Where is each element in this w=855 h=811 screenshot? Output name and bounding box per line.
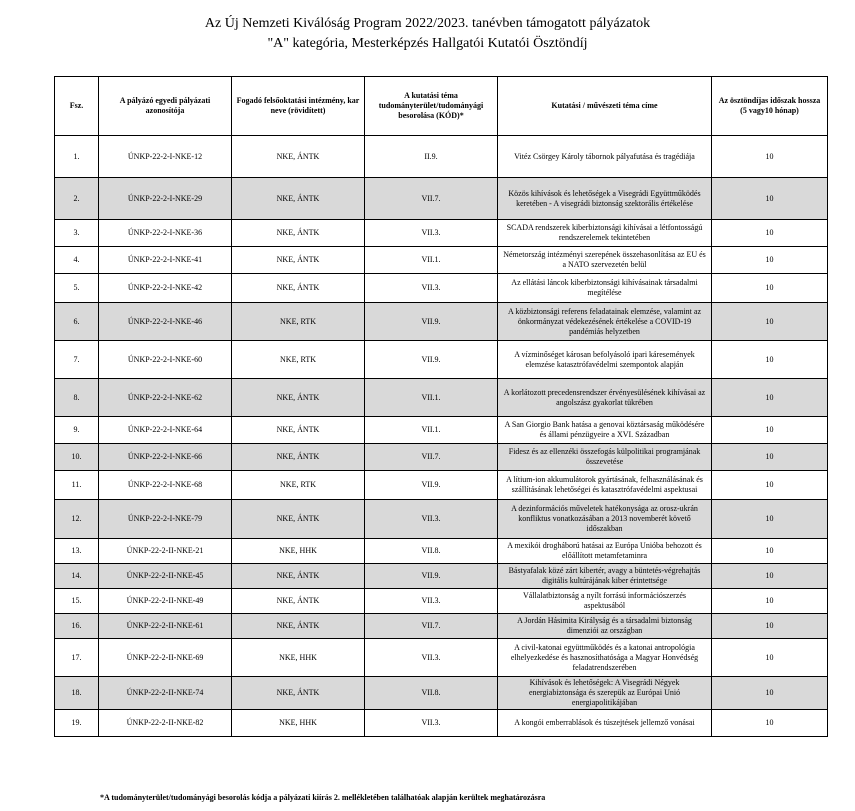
- table-row: [55, 341, 828, 379]
- table-row: [55, 471, 828, 500]
- topic-title-cell: A dezinformációs műveletek hatékonysága az orosz-ukrán konfliktus vonatkozásában a 2013 novemberét követő időszakban: [498, 500, 712, 539]
- field-code-cell: VII.9.: [365, 341, 498, 379]
- application-id-cell: ÚNKP-22-2-I-NKE-12: [99, 136, 232, 178]
- row-number-cell: 9.: [55, 417, 99, 444]
- table-row: [55, 247, 828, 274]
- row-number-cell: 4.: [55, 247, 99, 274]
- institution-cell: NKE, ÁNTK: [232, 677, 365, 710]
- topic-title-cell: Bástyafalak közé zárt kibertér, avagy a büntetés-végrehajtás digitális kultúrájának kiber érintettsége: [498, 564, 712, 589]
- duration-cell: 10: [712, 677, 828, 710]
- field-code-cell: VII.3.: [365, 274, 498, 303]
- topic-title-cell: A mexikói drogháború hatásai az Európa Unióba behozott és előállított metamfetaminra: [498, 539, 712, 564]
- field-code-cell: VII.1.: [365, 379, 498, 417]
- table-row: [55, 303, 828, 341]
- field-code-cell: VII.3.: [365, 639, 498, 677]
- row-number-cell: 8.: [55, 379, 99, 417]
- row-number-cell: 12.: [55, 500, 99, 539]
- header-topic-title: Kutatási / művészeti téma címe: [498, 77, 712, 136]
- field-code-cell: VII.9.: [365, 303, 498, 341]
- topic-title-cell: Vállalatbiztonság a nyílt forrású információszerzés aspektusából: [498, 589, 712, 614]
- duration-cell: 10: [712, 639, 828, 677]
- duration-cell: 10: [712, 471, 828, 500]
- application-id-cell: ÚNKP-22-2-I-NKE-62: [99, 379, 232, 417]
- application-id-cell: ÚNKP-22-2-I-NKE-60: [99, 341, 232, 379]
- field-code-cell: VII.7.: [365, 178, 498, 220]
- header-field-code: A kutatási téma tudományterület/tudományági besorolása (KÓD)*: [365, 77, 498, 136]
- table-row: [55, 564, 828, 589]
- application-id-cell: ÚNKP-22-2-II-NKE-82: [99, 710, 232, 737]
- table-row: [55, 614, 828, 639]
- row-number-cell: 14.: [55, 564, 99, 589]
- institution-cell: NKE, ÁNTK: [232, 564, 365, 589]
- row-number-cell: 17.: [55, 639, 99, 677]
- field-code-cell: VII.8.: [365, 539, 498, 564]
- row-number-cell: 3.: [55, 220, 99, 247]
- application-id-cell: ÚNKP-22-2-II-NKE-21: [99, 539, 232, 564]
- table-row: [55, 539, 828, 564]
- row-number-cell: 1.: [55, 136, 99, 178]
- row-number-cell: 13.: [55, 539, 99, 564]
- field-code-cell: VII.1.: [365, 417, 498, 444]
- field-code-cell: II.9.: [365, 136, 498, 178]
- row-number-cell: 11.: [55, 471, 99, 500]
- application-id-cell: ÚNKP-22-2-I-NKE-36: [99, 220, 232, 247]
- application-id-cell: ÚNKP-22-2-I-NKE-79: [99, 500, 232, 539]
- document-subtitle: "A" kategória, Mesterképzés Hallgatói Kutatói Ösztöndíj: [267, 36, 588, 51]
- field-code-cell: VII.1.: [365, 247, 498, 274]
- duration-cell: 10: [712, 379, 828, 417]
- institution-cell: NKE, ÁNTK: [232, 178, 365, 220]
- topic-title-cell: A San Giorgio Bank hatása a genovai köztársaság működésére és állami pénzügyeire a XVI. Században: [498, 417, 712, 444]
- duration-cell: 10: [712, 500, 828, 539]
- topic-title-cell: A közbiztonsági referens feladatainak elemzése, valamint az önkormányzat védekezésének értékelése a COVID-19 pandémiás helyzetben: [498, 303, 712, 341]
- field-code-cell: VII.3.: [365, 500, 498, 539]
- topic-title-cell: Fidesz és az ellenzéki összefogás külpolitikai programjának összevetése: [498, 444, 712, 471]
- duration-cell: 10: [712, 136, 828, 178]
- row-number-cell: 5.: [55, 274, 99, 303]
- application-id-cell: ÚNKP-22-2-II-NKE-69: [99, 639, 232, 677]
- topic-title-cell: A vízminőséget károsan befolyásoló ipari káresemények elemzése katasztrófavédelmi szempontok alapján: [498, 341, 712, 379]
- institution-cell: NKE, RTK: [232, 471, 365, 500]
- application-id-cell: ÚNKP-22-2-II-NKE-61: [99, 614, 232, 639]
- table-row: [55, 178, 828, 220]
- duration-cell: 10: [712, 341, 828, 379]
- duration-cell: 10: [712, 247, 828, 274]
- header-identifier: A pályázó egyedi pályázati azonosítója: [99, 77, 232, 136]
- institution-cell: NKE, ÁNTK: [232, 247, 365, 274]
- row-number-cell: 19.: [55, 710, 99, 737]
- row-number-cell: 15.: [55, 589, 99, 614]
- institution-cell: NKE, ÁNTK: [232, 274, 365, 303]
- institution-cell: NKE, ÁNTK: [232, 220, 365, 247]
- duration-cell: 10: [712, 220, 828, 247]
- duration-cell: 10: [712, 178, 828, 220]
- duration-cell: 10: [712, 274, 828, 303]
- topic-title-cell: A civil-katonai együttműködés és a katonai antropológia elhelyezkedése és hasznosíthatósága a Magyar Honvédség feladatrendszerében: [498, 639, 712, 677]
- duration-cell: 10: [712, 564, 828, 589]
- table-row: [55, 589, 828, 614]
- application-id-cell: ÚNKP-22-2-II-NKE-45: [99, 564, 232, 589]
- duration-cell: 10: [712, 614, 828, 639]
- topic-title-cell: Vitéz Csörgey Károly tábornok pályafutása és tragédiája: [498, 136, 712, 178]
- duration-cell: 10: [712, 417, 828, 444]
- row-number-cell: 18.: [55, 677, 99, 710]
- application-id-cell: ÚNKP-22-2-I-NKE-66: [99, 444, 232, 471]
- field-code-cell: VII.3.: [365, 710, 498, 737]
- field-code-cell: VII.3.: [365, 220, 498, 247]
- institution-cell: NKE, ÁNTK: [232, 379, 365, 417]
- field-code-cell: VII.7.: [365, 614, 498, 639]
- institution-cell: NKE, ÁNTK: [232, 589, 365, 614]
- institution-cell: NKE, ÁNTK: [232, 136, 365, 178]
- field-code-cell: VII.3.: [365, 589, 498, 614]
- duration-cell: 10: [712, 589, 828, 614]
- application-id-cell: ÚNKP-22-2-I-NKE-29: [99, 178, 232, 220]
- application-id-cell: ÚNKP-22-2-I-NKE-68: [99, 471, 232, 500]
- institution-cell: NKE, HHK: [232, 539, 365, 564]
- duration-cell: 10: [712, 444, 828, 471]
- field-code-cell: VII.7.: [365, 444, 498, 471]
- header-duration: Az ösztöndíjas időszak hossza (5 vagy10 hónap): [712, 77, 828, 136]
- topic-title-cell: Közös kihívások és lehetőségek a Visegrádi Együttműködés keretében - A visegrádi biztonság szektorális értékelése: [498, 178, 712, 220]
- institution-cell: NKE, HHK: [232, 639, 365, 677]
- institution-cell: NKE, ÁNTK: [232, 500, 365, 539]
- table-header-row: [55, 77, 828, 136]
- application-id-cell: ÚNKP-22-2-I-NKE-41: [99, 247, 232, 274]
- table-row: [55, 500, 828, 539]
- row-number-cell: 6.: [55, 303, 99, 341]
- document-title: Az Új Nemzeti Kiválóság Program 2022/2023. tanévben támogatott pályázatok: [204, 16, 651, 31]
- table-row: [55, 136, 828, 178]
- field-code-cell: VII.9.: [365, 471, 498, 500]
- field-code-cell: VII.9.: [365, 564, 498, 589]
- table-row: [55, 639, 828, 677]
- topic-title-cell: Németország intézményi szerepének összehasonlítása az EU és a NATO szervezetén belül: [498, 247, 712, 274]
- topic-title-cell: A lítium-ion akkumulátorok gyártásának, felhasználásának és szállításának lehetőségei és katasztrófavédelmi aspektusai: [498, 471, 712, 500]
- header-fsz: Fsz.: [55, 77, 99, 136]
- topic-title-cell: Kihívások és lehetőségek: A Visegrádi Négyek energiabiztonsága és szerepük az Európai Unió energiapolitikájában: [498, 677, 712, 710]
- duration-cell: 10: [712, 303, 828, 341]
- topic-title-cell: SCADA rendszerek kiberbiztonsági kihívásai a létfontosságú rendszerelemek tekintetében: [498, 220, 712, 247]
- topic-title-cell: A Jordán Hásimita Királyság és a társadalmi biztonság dimenziói az országban: [498, 614, 712, 639]
- institution-cell: NKE, ÁNTK: [232, 444, 365, 471]
- topic-title-cell: A korlátozott precedensrendszer érvényesülésének kihívásai az angolszász gyakorlat tükrében: [498, 379, 712, 417]
- table-row: [55, 710, 828, 737]
- table-row: [55, 444, 828, 471]
- institution-cell: NKE, RTK: [232, 341, 365, 379]
- topic-title-cell: Az ellátási láncok kiberbiztonsági kihívásainak társadalmi megítélése: [498, 274, 712, 303]
- application-id-cell: ÚNKP-22-2-II-NKE-74: [99, 677, 232, 710]
- duration-cell: 10: [712, 539, 828, 564]
- application-id-cell: ÚNKP-22-2-I-NKE-46: [99, 303, 232, 341]
- table-row: [55, 677, 828, 710]
- institution-cell: NKE, ÁNTK: [232, 417, 365, 444]
- duration-cell: 10: [712, 710, 828, 737]
- row-number-cell: 10.: [55, 444, 99, 471]
- table-row: [55, 220, 828, 247]
- institution-cell: NKE, HHK: [232, 710, 365, 737]
- row-number-cell: 16.: [55, 614, 99, 639]
- row-number-cell: 7.: [55, 341, 99, 379]
- footnote: *A tudományterület/tudományági besorolás kódja a pályázati kiírás 2. mellékletében találhatóak alapján kerültek meghatározásra: [100, 793, 546, 802]
- institution-cell: NKE, ÁNTK: [232, 614, 365, 639]
- row-number-cell: 2.: [55, 178, 99, 220]
- field-code-cell: VII.8.: [365, 677, 498, 710]
- scholarship-table: [54, 76, 828, 737]
- application-id-cell: ÚNKP-22-2-II-NKE-49: [99, 589, 232, 614]
- table-row: [55, 274, 828, 303]
- application-id-cell: ÚNKP-22-2-I-NKE-42: [99, 274, 232, 303]
- application-id-cell: ÚNKP-22-2-I-NKE-64: [99, 417, 232, 444]
- topic-title-cell: A kongói emberrablások és túszejtések jellemző vonásai: [498, 710, 712, 737]
- table-row: [55, 417, 828, 444]
- institution-cell: NKE, RTK: [232, 303, 365, 341]
- table-row: [55, 379, 828, 417]
- header-institution: Fogadó felsőoktatási intézmény, kar neve (rövidített): [232, 77, 365, 136]
